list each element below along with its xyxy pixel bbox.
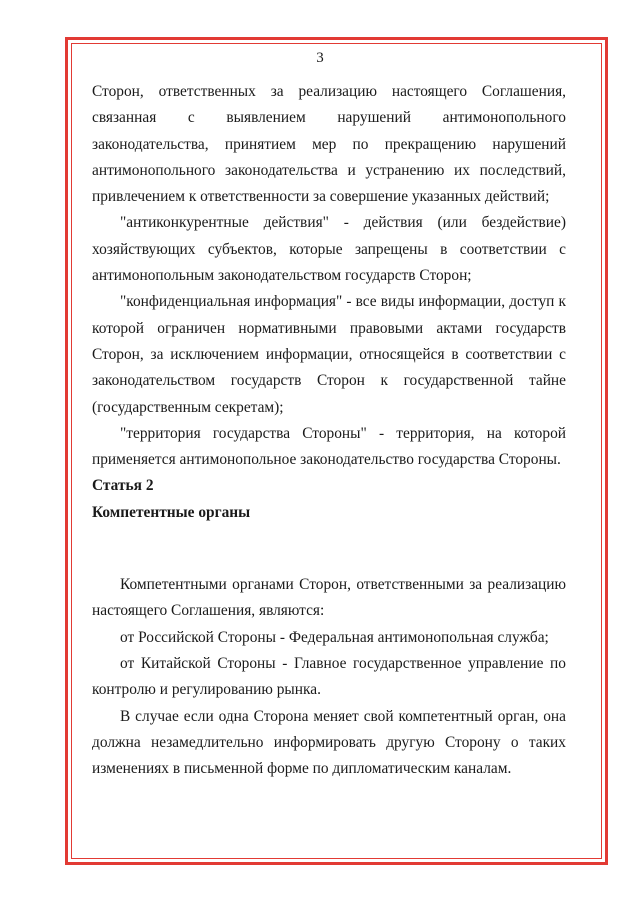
page-number: 3 bbox=[316, 50, 324, 66]
article-paragraph: от Российской Стороны - Федеральная антимонопольная служба; bbox=[120, 628, 549, 646]
definition-paragraph: "территория государства Стороны" - территория, на которой применяется антимонопольное законодательство государства Стороны. bbox=[92, 424, 566, 469]
spacer bbox=[92, 526, 566, 572]
article-paragraph: В случае если одна Сторона меняет свой компетентный орган, она должна незамедлительно информировать другую Сторону о таких изменениях в письменной форме по дипломатическим каналам. bbox=[92, 707, 566, 778]
definition-paragraph: "антиконкурентные действия" - действия (или бездействие) хозяйствующих субъектов, которые запрещены в соответствии с антимонопольным законодательством государств Сторон; bbox=[92, 214, 566, 285]
article-number: Статья 2 bbox=[92, 477, 154, 495]
article-title: Компетентные органы bbox=[92, 503, 251, 521]
article-paragraph: от Китайской Стороны - Главное государственное управление по контролю и регулированию рынка. bbox=[92, 654, 566, 699]
definition-paragraph: "конфиденциальная информация" - все виды информации, доступ к которой ограничен нормативными правовыми актами государств Сторон, за исключением информации, относящейся в соответствии с законодательством государств Сторон к государственной тайне (государственным секретам); bbox=[92, 293, 566, 416]
article-paragraph: Компетентными органами Сторон, ответственными за реализацию настоящего Соглашения, являются: bbox=[92, 576, 566, 620]
document-body bbox=[92, 79, 566, 782]
definition-paragraph: Сторон, ответственных за реализацию настоящего Соглашения, связанная с выявлением нарушений антимонопольного законодательства, принятием мер по прекращению нарушений антимонопольного законодательства и устранению их последствий, привлечением к ответственности за совершение указанных действий; bbox=[92, 83, 566, 206]
